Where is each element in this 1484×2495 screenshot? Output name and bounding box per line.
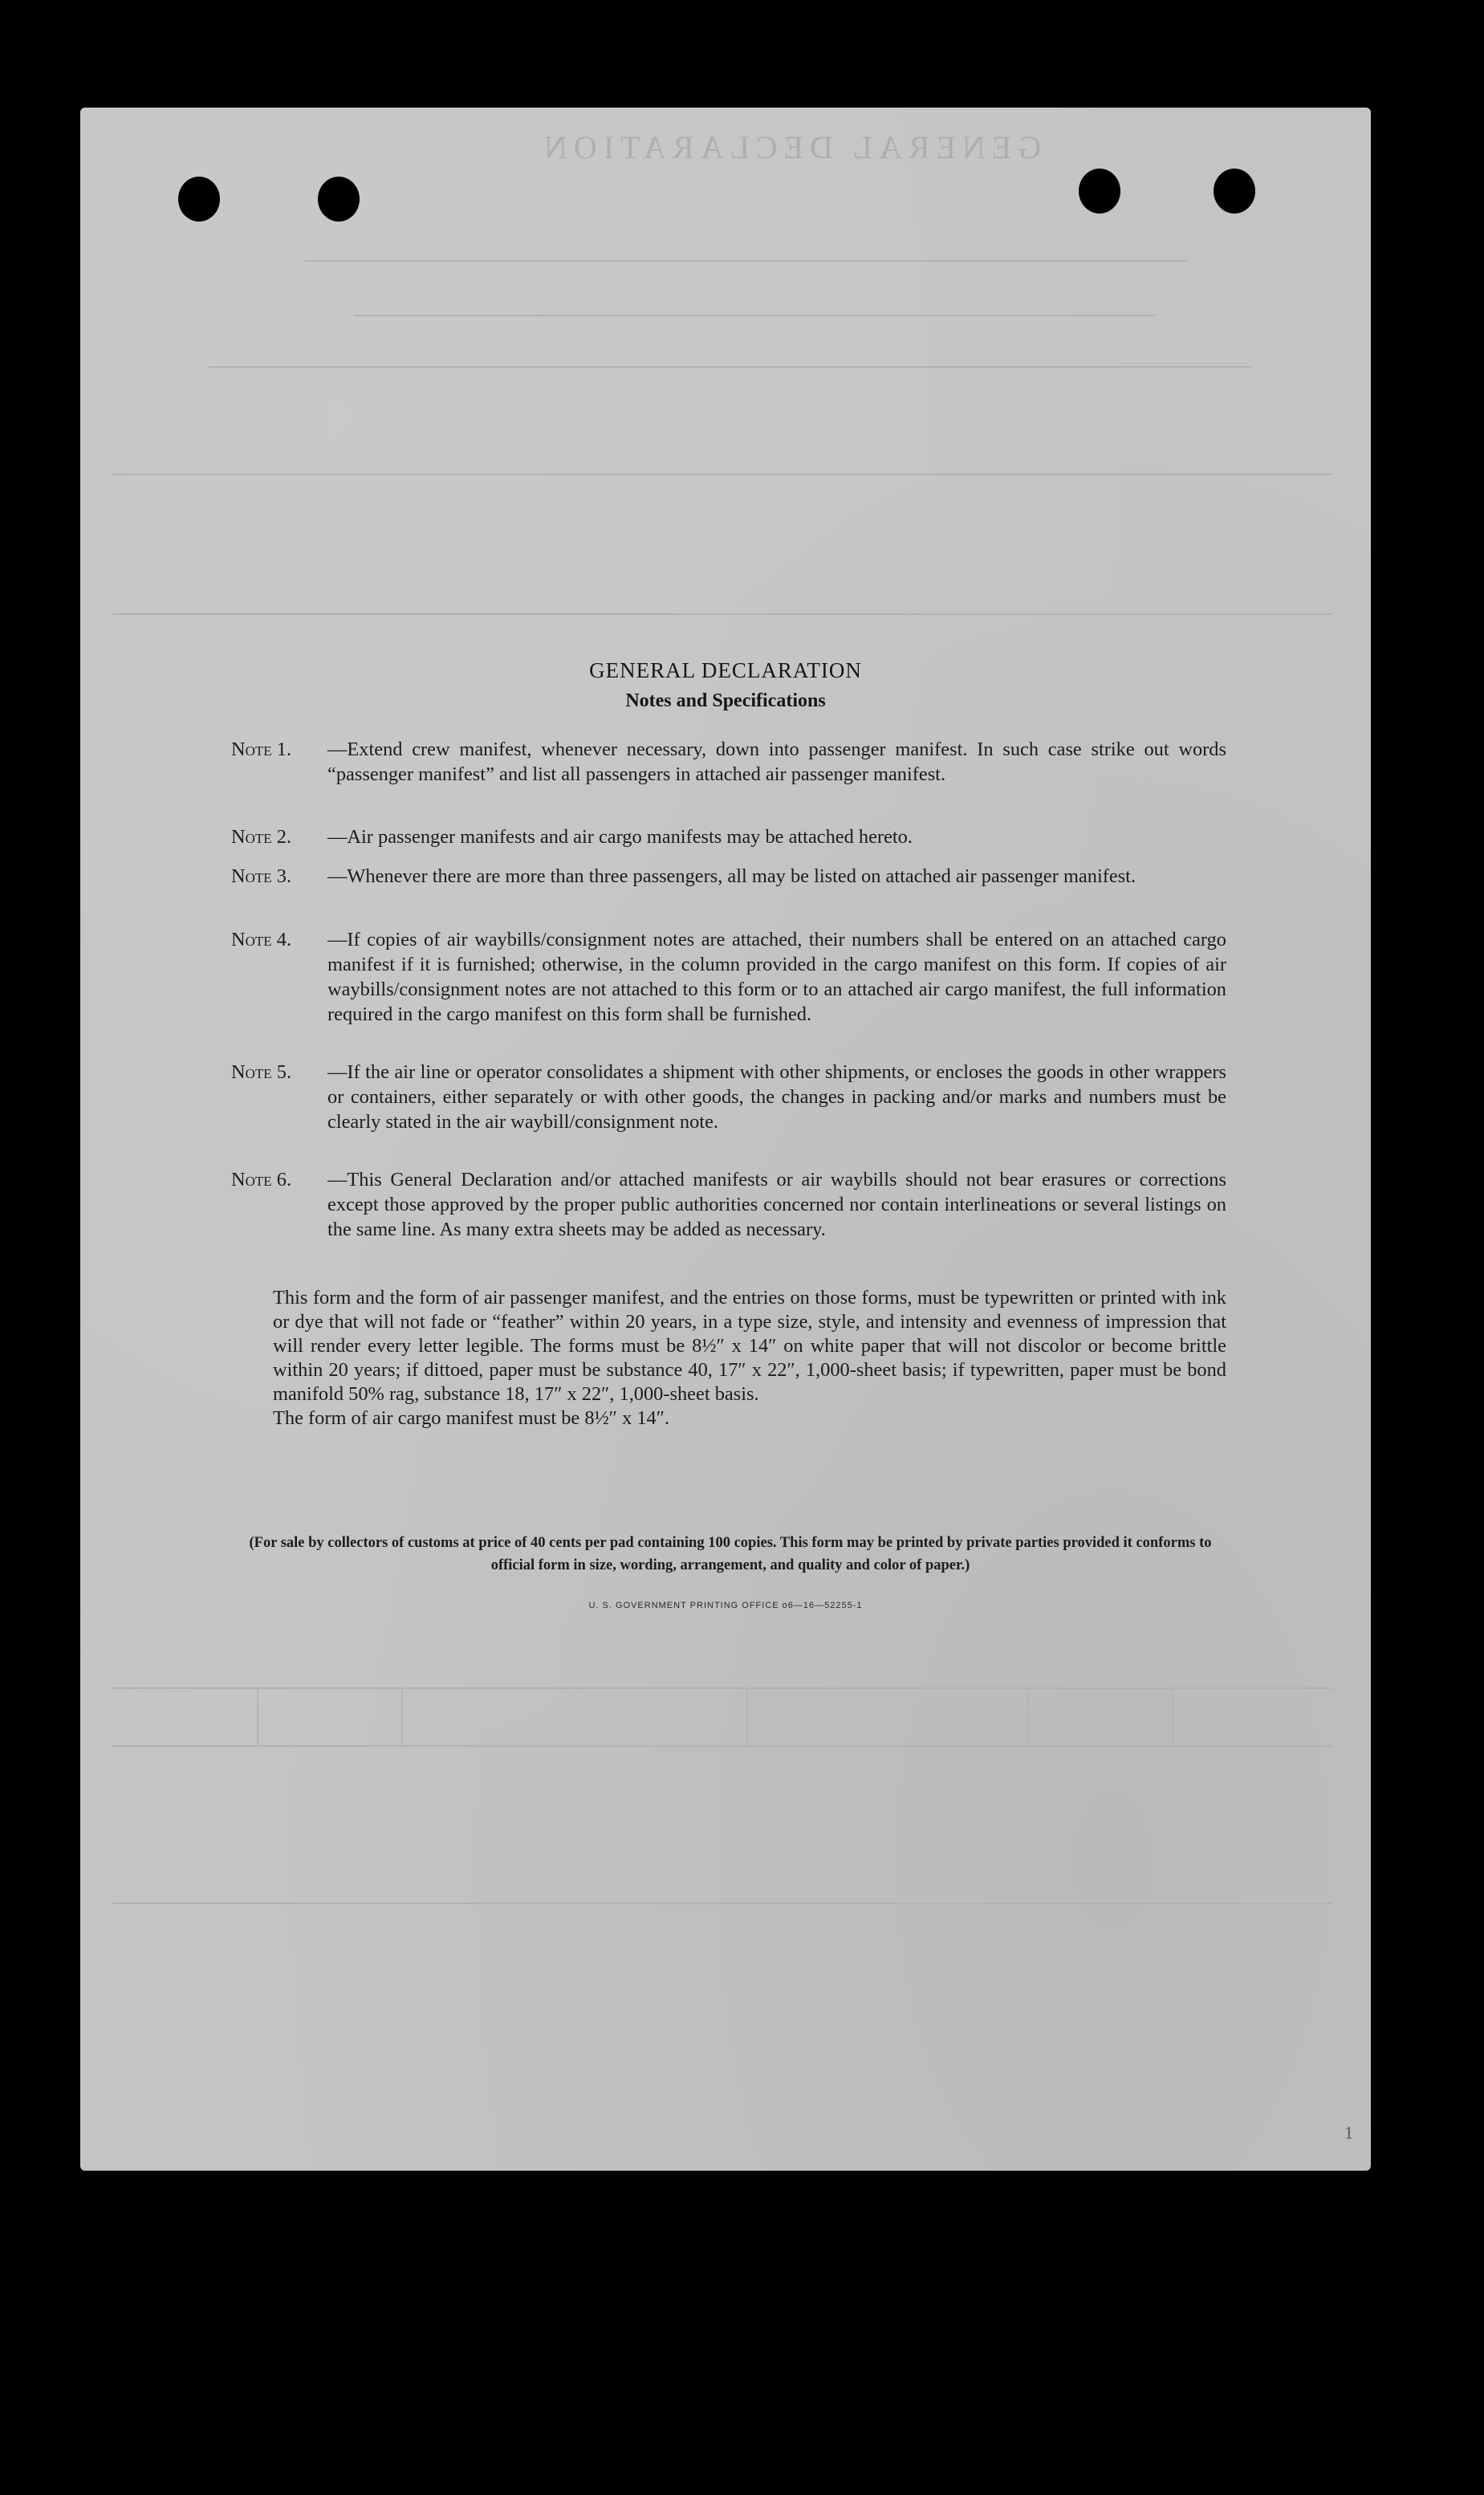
note-text: —Extend crew manifest, whenever necessary, down into passenger manifest. In such case strike out words “passenger manifest” and list all passengers in attached air passenger manifest. xyxy=(327,739,1226,785)
show-through-rule xyxy=(746,1687,748,1745)
note-text: —If copies of air waybills/consignment notes are attached, their numbers shall be entered on an attached cargo manifest if it is furnished; otherwise, in the column provided in the cargo manifest on this form. If copies of air waybills/consignment notes are not attached to this form or to an attached air cargo manifest, the full information required in the cargo manifest on this form shall be furnished. xyxy=(327,929,1226,1025)
paper-spec-text: This form and the form of air passenger manifest, and the entries on those forms, must be typewritten or printed with ink or dye that will not fade or “feather” within 20 years, in a type size, style, and intensity and evenness of impression that will render every letter legible. The forms must be 8½″ x 14″ on white paper that will not discolor or become brittle within 20 years; if dittoed, paper must be substance 40, 17″ x 22″, 1,000-sheet basis; if typewritten, paper must be bond manifold 50% rag, substance 18, 17″ x 22″, 1,000-sheet basis. xyxy=(273,1287,1226,1405)
printer-line: U. S. GOVERNMENT PRINTING OFFICE o6—16—52255-1 xyxy=(588,1601,863,1610)
show-through-rule xyxy=(1172,1687,1173,1745)
punch-hole xyxy=(318,177,360,222)
note-label: Note 6. xyxy=(231,1169,292,1191)
show-through-rule xyxy=(401,1687,403,1745)
note-label: Note 5. xyxy=(231,1061,292,1083)
cargo-manifest-spec: The form of air cargo manifest must be 8½″ x 14″. xyxy=(273,1407,670,1429)
punch-hole xyxy=(178,177,220,222)
note-text: —If the air line or operator consolidates a shipment with other shipments, or encloses the goods in other wrappers or containers, either separately or with other goods, the changes in packing and/or marks and numbers must be clearly stated in the air waybill/consignment note. xyxy=(327,1061,1226,1133)
show-through-rule xyxy=(257,1687,258,1745)
note-6 xyxy=(231,1167,1226,1242)
show-through-rule xyxy=(353,315,1156,316)
show-through-handwriting xyxy=(634,217,843,241)
note-2 xyxy=(231,824,1226,849)
show-through-rule xyxy=(112,474,1332,475)
show-through-rule xyxy=(112,1903,1332,1904)
show-through-rule xyxy=(112,1745,1332,1747)
note-5 xyxy=(231,1060,1226,1134)
show-through-rule xyxy=(305,260,1188,262)
show-through-rule xyxy=(209,366,1252,368)
note-label: Note 2. xyxy=(231,826,292,848)
punch-hole xyxy=(1214,169,1255,214)
note-text: —Air passenger manifests and air cargo manifests may be attached hereto. xyxy=(327,826,913,848)
note-1 xyxy=(231,737,1226,787)
note-text: —Whenever there are more than three passengers, all may be listed on attached air passenger manifest. xyxy=(327,865,1136,887)
note-label: Note 4. xyxy=(231,929,292,950)
show-through-rule xyxy=(112,1687,1332,1689)
note-text: —This General Declaration and/or attached manifests or air waybills should not bear erasures or corrections except those approved by the proper public authorities concerned nor contain interlineations or several listings on the same line. As many extra sheets may be added as necessary. xyxy=(327,1169,1226,1240)
note-3 xyxy=(231,864,1226,889)
show-through-rule xyxy=(1027,1687,1029,1745)
show-through-rule xyxy=(112,613,1332,615)
sale-notice: (For sale by collectors of customs at price of 40 cents per pad containing 100 copies. This form may be printed by private parties provided it conforms to official form in size, wording, arrangement, and quality and color of paper.) xyxy=(249,1535,1212,1573)
page-subtitle: Notes and Specifications xyxy=(625,690,826,711)
document-page xyxy=(80,108,1371,2171)
punch-hole xyxy=(1079,169,1120,214)
note-label: Note 3. xyxy=(231,865,292,887)
page-number: 1 xyxy=(1344,2123,1353,2143)
note-label: Note 1. xyxy=(231,739,292,760)
show-through-heading: GENERAL DECLARATION xyxy=(538,129,1042,165)
paper-specification xyxy=(231,1286,1226,1431)
page-title: GENERAL DECLARATION xyxy=(589,658,862,682)
note-4 xyxy=(231,927,1226,1027)
